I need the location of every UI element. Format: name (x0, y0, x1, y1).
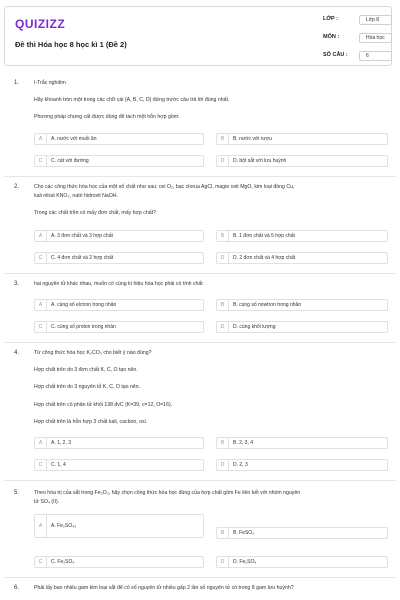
answer-option[interactable] (34, 459, 204, 471)
question-number: 6. (14, 585, 20, 591)
question-text: Trong các chất trên có mấy đơn chất, mấy hợp chất? (34, 210, 156, 216)
subject-label: MÔN : (323, 34, 340, 40)
option-letter: C (35, 253, 47, 263)
question-number: 4. (14, 350, 20, 356)
option-text: B. cùng số nowtron trong nhân (233, 302, 302, 308)
option-letter: B (217, 438, 229, 448)
option-text: A. 1, 2, 3 (51, 440, 72, 446)
option-letter: B (217, 134, 229, 144)
question-text: hai nguyên tử khác nhau, muốn có cùng kí hiệu hóa học phải có tính chất (34, 281, 203, 287)
option-letter: D (217, 557, 229, 567)
question-text: Hợp chất trên có phân tử khối 138 đvC (K=39, c=12, O=16). (34, 402, 173, 408)
option-text: D. 2 đơn chất và 4 hợp chất (233, 255, 296, 261)
answer-option[interactable] (216, 299, 388, 311)
answer-option[interactable] (216, 437, 388, 449)
answer-option[interactable] (216, 155, 388, 167)
option-letter: B (217, 528, 229, 538)
option-letter: C (35, 460, 47, 470)
option-text: A. Fe₂SO₄₃ (51, 523, 77, 529)
question-text: Hợp chất trên do 3 nguyên tố K, C, O tạo nên. (34, 384, 141, 390)
question-text: Cho các công thức hóa học của một số chất như sau: oxi O₂, bạc clorua AgCl, magie oxit MgO, kim loại đồng Cu, (34, 184, 295, 190)
quizizz-logo: QUIZIZZ (15, 17, 66, 31)
option-text: C. cùng số proton trong nhân (51, 324, 116, 330)
option-text: B. 2, 3, 4 (233, 440, 254, 446)
question-divider (4, 176, 396, 177)
option-letter: C (35, 557, 47, 567)
answer-option[interactable] (216, 230, 388, 242)
option-text: A. nước với muối ăn (51, 136, 97, 142)
answer-option[interactable] (216, 527, 388, 539)
option-letter: B (217, 231, 229, 241)
answer-option[interactable] (34, 252, 204, 264)
answer-option[interactable] (34, 133, 204, 145)
worksheet-title: Đề thi Hóa học 8 học kì 1 (Đề 2) (15, 40, 127, 49)
question-text: Phải lấy bao nhiêu gam kim loại sắt để có số nguyên tử nhiều gấp 2 lần số nguyên tử có trong 8 gam lưu huỳnh? (34, 585, 294, 591)
answer-option[interactable] (34, 321, 204, 333)
question-number: 5. (14, 490, 20, 496)
answer-option[interactable] (34, 230, 204, 242)
option-letter: C (35, 156, 47, 166)
option-letter: A (35, 231, 47, 241)
question-number: 3. (14, 281, 20, 287)
question-text: tử SO₄ (II). (34, 499, 60, 505)
option-text: A. 3 đơn chất và 3 hợp chất (51, 233, 113, 239)
question-text: I-Trắc nghiệm (34, 80, 66, 86)
option-letter: C (35, 322, 47, 332)
answer-option[interactable] (34, 299, 204, 311)
class-label: LỚP : (323, 16, 338, 22)
option-letter: D (217, 156, 229, 166)
option-text: D. cùng khối lượng (233, 324, 276, 330)
question-text: Theo hóa trị của sắt trong Fe₂O₃, hãy chọn công thức hóa học đúng của hợp chất gồm Fe liên kết với nhóm nguyên (34, 490, 301, 496)
option-letter: D (217, 322, 229, 332)
question-text: Từ công thức hóa học K₂CO₃ cho biết ý nào đúng? (34, 350, 152, 356)
question-text: Phương pháp chưng cất được dùng để tách một hỗn hợp gồm: (34, 114, 180, 120)
option-text: B. 1 đơn chất và 5 hợp chất (233, 233, 295, 239)
option-text: D. bột sắt với lưu huỳnh (233, 158, 287, 164)
question-number: 2. (14, 184, 20, 190)
option-letter: D (217, 253, 229, 263)
answer-option[interactable] (34, 556, 204, 568)
question-divider (4, 480, 396, 481)
option-text: B. FeSO₄ (233, 530, 255, 536)
option-text: C. cát với đường (51, 158, 89, 164)
option-letter: A (35, 134, 47, 144)
question-count-label: SỐ CÂU : (323, 52, 348, 58)
option-text: C. 1, 4 (51, 462, 66, 468)
option-letter: A (35, 438, 47, 448)
answer-option[interactable] (34, 437, 204, 449)
answer-option[interactable] (216, 252, 388, 264)
option-text: D. Fe₂SO₄ (233, 559, 257, 565)
option-text: A. cùng số elctron trong nhân (51, 302, 117, 308)
question-number: 1. (14, 80, 20, 86)
option-text: D. 2, 3 (233, 462, 248, 468)
subject-value: Hóa học (359, 33, 392, 43)
option-letter: A (35, 515, 47, 537)
answer-option[interactable] (216, 556, 388, 568)
worksheet-header (4, 6, 392, 66)
question-text: Hãy khoanh tròn một trong các chữ cái (A, B, C, D) đứng trước câu trả lời đúng nhất. (34, 97, 230, 103)
option-letter: A (35, 300, 47, 310)
answer-option[interactable] (34, 155, 204, 167)
option-letter: B (217, 300, 229, 310)
option-text: C. Fe₂SO₄ (51, 559, 75, 565)
option-text: C. 4 đơn chất và 2 hợp chất (51, 255, 114, 261)
question-text: kali nitrat KNO₃, natri hidroxit NaOH. (34, 193, 118, 199)
answer-option[interactable] (216, 459, 388, 471)
question-divider (4, 273, 396, 274)
answer-option[interactable] (216, 321, 388, 333)
answer-option[interactable] (216, 133, 388, 145)
question-divider (4, 577, 396, 578)
option-letter: D (217, 460, 229, 470)
question-count-value: 6 (359, 51, 392, 61)
question-divider (4, 342, 396, 343)
question-text: Hợp chất trên là hỗn hợp 3 chất kali, cacbon, oxi. (34, 419, 148, 425)
question-text: Hợp chất trên do 3 đơn chất K, C, O tạo nên. (34, 367, 138, 373)
answer-option[interactable] (34, 514, 204, 538)
option-text: B. nước với rượu (233, 136, 272, 142)
class-value: Lớp 8 (359, 15, 392, 25)
